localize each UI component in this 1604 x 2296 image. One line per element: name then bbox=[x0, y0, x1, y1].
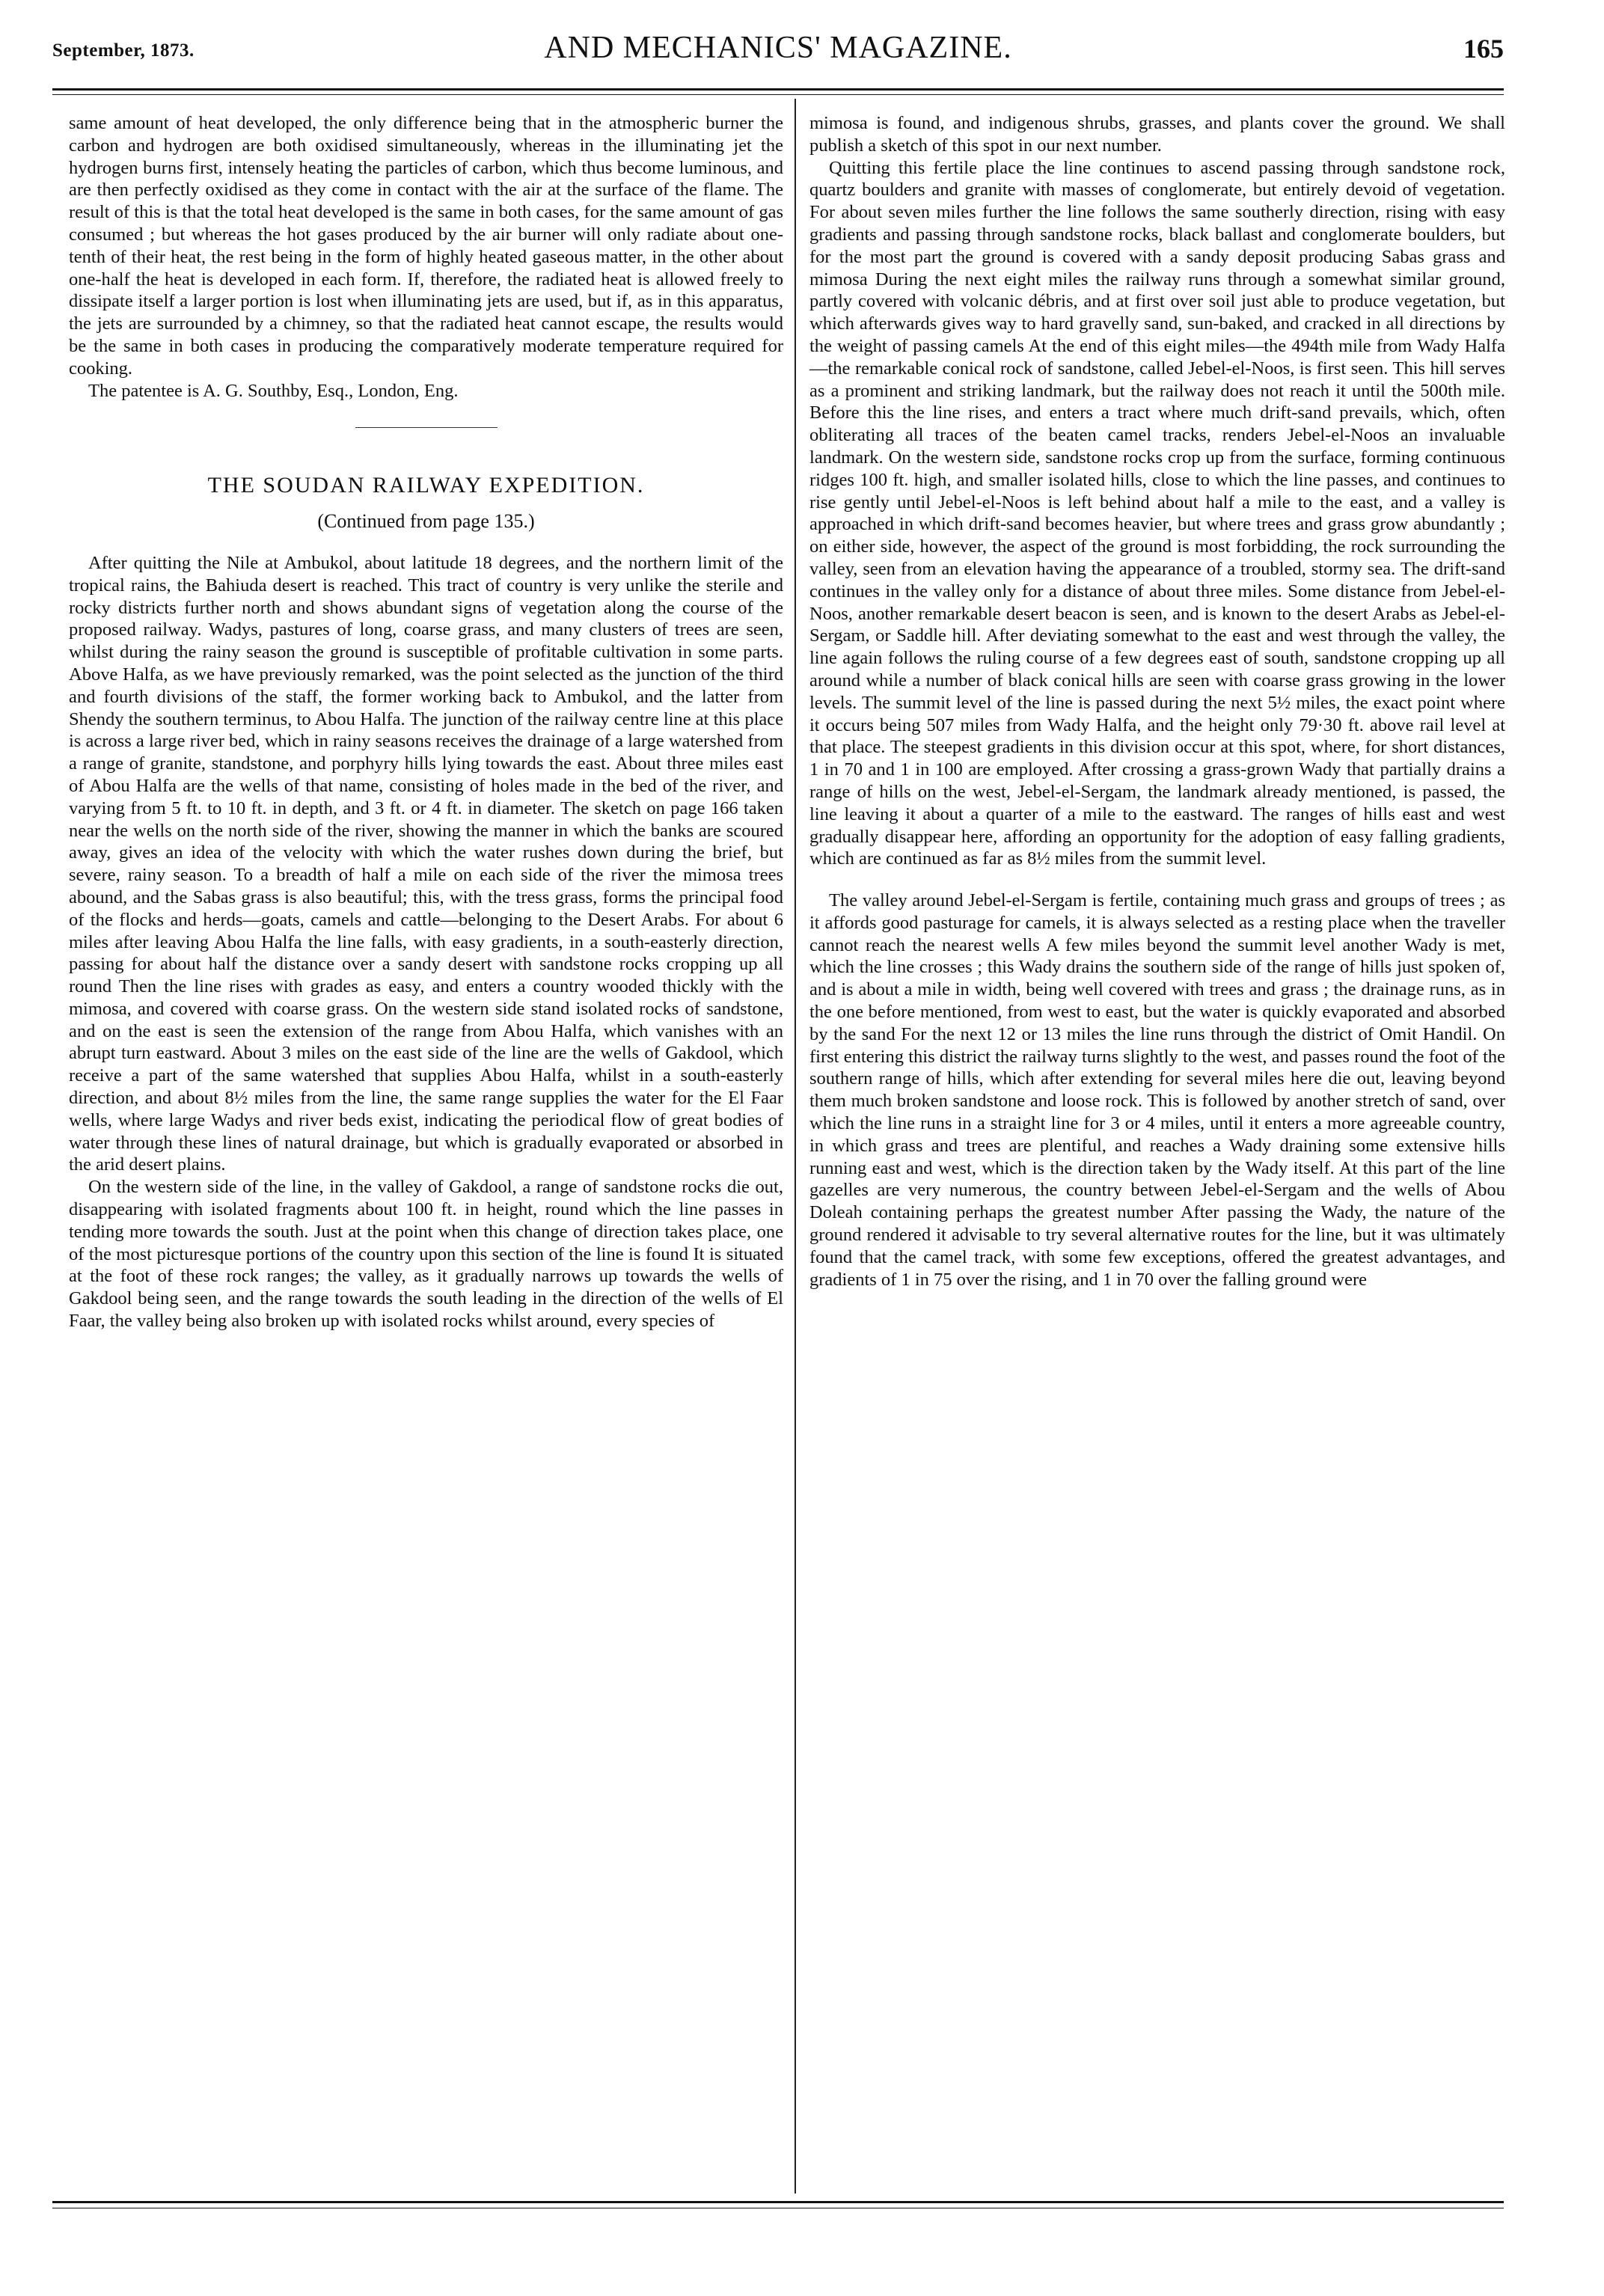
paragraph: After quitting the Nile at Ambukol, about latitude 18 degrees, and the northern limit of the tropical rains, the Bahiuda desert is reached. This tract of country is very unlike the sterile and rocky districts further north and shows abundant signs of vegetation along the course of the proposed railway. Wadys, pastures of long, coarse grass, and many clusters of trees are seen, whilst during the rainy season the ground is susceptible of profitable cultivation in some parts. Above Halfa, as we have previously remarked, was the point selected as the junction of the third and fourth divisions of the staff, the former working back to Ambukol, and the latter from Shendy the southern terminus, to Abou Halfa. The junction of the railway centre line at this place is across a large river bed, which in rainy seasons receives the drainage of a large watershed from a range of granite, standstone, and porphyry hills lying towards the east. About three miles east of Abou Halfa are the wells of that name, consisting of holes made in the bed of the river, and varying from 5 ft. to 10 ft. in depth, and 3 ft. or 4 ft. in diameter. The sketch on page 166 taken near the wells on the north side of the river, showing the manner in which the banks are scoured away, gives an idea of the velocity with which the water rushes down during the brief, but severe, rainy season. To a breadth of half a mile on each side of the river the mimosa trees abound, and the Sabas grass is also beautiful; this, with the tress grass, forms the principal food of the flocks and herds—goats, camels and cattle—belonging to the Desert Arabs. For about 6 miles after leaving Abou Halfa the line falls, with easy gradients, in a south-easterly direction, passing for about half the distance over a sandy desert with sandstone rocks cropping up all round Then the line rises with grades as easy, and enters a country wooded thickly with the mimosa, and covered with coarse grass. On the western side stand isolated rocks of sandstone, and on the east is seen the extension of the range from Abou Halfa, which vanishes with an abrupt turn eastward. About 3 miles on the east side of the line are the wells of Gakdool, which receive a part of the same watershed that supplies Abou Halfa, whilst in a south-easterly direction, and about 8½ miles from the line, the same range supplies the water for the El Faar wells, where large Wadys and river beds exist, indicating the periodical flow of great bodies of water through these lines of natural drainage, but which is gradually evaporated or absorbed in the arid desert plains. bbox=[69, 552, 783, 1175]
paragraph-gap bbox=[809, 870, 1505, 890]
paragraph: same amount of heat developed, the only difference being that in the atmospheric burner the carbon and hydrogen are both oxidised simultaneously, whereas in the illuminating jet the hydrogen burns first, intensely heating the particles of carbon, which thus become luminous, and are then perfectly oxidised as they come in contact with the air at the surface of the flame. The result of this is that the total heat developed is the same in both cases, for the same amount of gas consumed ; but whereas the hot gases produced by the air burner will only radiate about one-tenth of their heat, the rest being in the form of highly heated gaseous matter, in the other about one-half the heat is developed in each form. If, therefore, the radiated heat is allowed freely to dissipate itself a larger portion is lost when illuminating jets are used, but if, as in this apparatus, the jets are surrounded by a chimney, so that the radiated heat cannot escape, the results would be the same in both cases in producing the comparatively moderate temperature required for cooking. bbox=[69, 113, 783, 379]
article-separator bbox=[355, 427, 498, 428]
footer-rule bbox=[52, 2201, 1504, 2203]
patentee-line: The patentee is A. G. Southby, Esq., London, Eng. bbox=[88, 380, 459, 401]
page-number: 165 bbox=[1463, 34, 1504, 64]
paragraph: The valley around Jebel-el-Sergam is fertile, containing much grass and groups of trees ; as it affords good pasturage for camels, it is always selected as a resting place when the traveller cannot reach the nearest wells A few miles beyond the summit level another Wady is met, which the line crosses ; this Wady drains the southern side of the range of hills just spoken of, and is about a mile in width, being well covered with trees and grass ; the drainage runs, as in the one before mentioned, from west to east, but the water is quickly evaporated and absorbed by the sand For the next 12 or 13 miles the line runs through the district of Omit Handil. On first entering this district the railway turns slightly to the west, and passes round the foot of the southern range of hills, which after extending for several miles here die out, leaving beyond them much broken sandstone and loose rock. This is followed by another stretch of sand, over which the line runs in a straight line for 3 or 4 miles, until it enters a more agreeable country, in which grass and trees are plentiful, and reaches a Wady draining some extensive hills running east and west, which is the direction taken by the Wady itself. At this part of the line gazelles are very numerous, the country between Jebel-el-Sergam and the wells of Abou Doleah containing perhaps the greatest number After passing the Wady, the nature of the ground rendered it advisable to try several alternative routes for the line, but it was ultimately found that the camel track, with some few exceptions, offered the greatest advantages, and gradients of 1 in 75 over the rising, and 1 in 70 over the falling ground were bbox=[809, 890, 1505, 1290]
left-column bbox=[69, 112, 783, 1332]
continued-note: (Continued from page 135.) bbox=[317, 510, 535, 533]
paragraph: Quitting this fertile place the line continues to ascend passing through sandstone rock, quartz boulders and granite with masses of conglomerate, but entirely devoid of vegetation. For about seven miles further the line follows the same southerly direction, rising with easy gradients and passing through sandstone rocks, black ballast and conglomerate boulders, but for the most part the ground is covered with a sandy deposit producing Sabas grass and mimosa During the next eight miles the railway runs through a somewhat similar ground, partly covered with volcanic débris, and at first over soil just able to produce vegetation, but which afterwards gives way to hard gravelly sand, sun-baked, and cracked in all directions by the weight of passing camels At the end of this eight miles—the 494th mile from Wady Halfa—the remarkable conical rock of sandstone, called Jebel-el-Noos, is first seen. This hill serves as a prominent and striking landmark, but the railway does not reach it until the 500th mile. Before this the line rises, and enters a tract where much drift-sand prevails, which, often obliterating all traces of the beaten camel tracks, renders Jebel-el-Noos an invaluable landmark. On the western side, sandstone rocks crop up from the surface, forming continuous ridges 100 ft. high, and smaller isolated hills, close to which the line passes, and continues to rise gently until Jebel-el-Noos is left behind about half a mile to the east, and a valley is approached in which drift-sand becomes heavier, but where trees and grass grow abundantly ; on either side, however, the aspect of the ground is most forbidding, the rock surrounding the valley, seen from an elevation having the appearance of a troubled, stormy sea. The drift-sand continues in the valley only for a distance of about three miles. Some distance from Jebel-el-Noos, another remarkable desert beacon is seen, and is known to the desert Arabs as Jebel-el-Sergam, or Saddle hill. After deviating somewhat to the east and west through the valley, the line again follows the ruling course of a few degrees east of south, sandstone cropping up all around while a number of black conical hills are seen with coarse grass growing in the lower levels. The summit level of the line is passed during the next 5½ miles, the exact point where it occurs being 507 miles from Wady Halfa, and the height only 79·30 ft. above rail level at that place. The steepest gradients in this division occur at this spot, where, for short distances, 1 in 70 and 1 in 100 are employed. After crossing a grass-grown Wady that partially drains a range of hills on the west, Jebel-el-Sergam, the landmark already mentioned, is passed, the line leaving it about a quarter of a mile to the eastward. The ranges of hills east and west gradually disappear here, affording an opportunity for the adoption of easy falling gradients, which are continued as far as 8½ miles from the summit level. bbox=[809, 157, 1505, 869]
header-rule bbox=[52, 88, 1504, 91]
issue-date: September, 1873. bbox=[52, 40, 195, 61]
page-header bbox=[52, 30, 1504, 75]
article-title: THE SOUDAN RAILWAY EXPEDITION. bbox=[207, 473, 645, 498]
paragraph: On the western side of the line, in the valley of Gakdool, a range of sandstone rocks die out, disappearing with isolated fragments about 100 ft. in height, round which the line passes in tending more towards the south. Just at the point when this change of direction takes place, one of the most picturesque portions of the country upon this section of the line is found It is situated at the foot of these rock ranges; the valley, as it gradually narrows up towards the wells of Gakdool being seen, and the range towards the south leading in the direction of the wells of El Faar, the valley being also broken up with isolated rocks whilst around, every species of bbox=[69, 1177, 783, 1332]
right-column bbox=[809, 112, 1505, 1291]
paragraph: mimosa is found, and indigenous shrubs, grasses, and plants cover the ground. We shall publish a sketch of this spot in our next number. bbox=[809, 113, 1505, 156]
column-divider bbox=[795, 99, 796, 2194]
magazine-title: AND MECHANICS' MAGAZINE. bbox=[544, 31, 1012, 65]
header-rule-thin bbox=[52, 94, 1504, 95]
